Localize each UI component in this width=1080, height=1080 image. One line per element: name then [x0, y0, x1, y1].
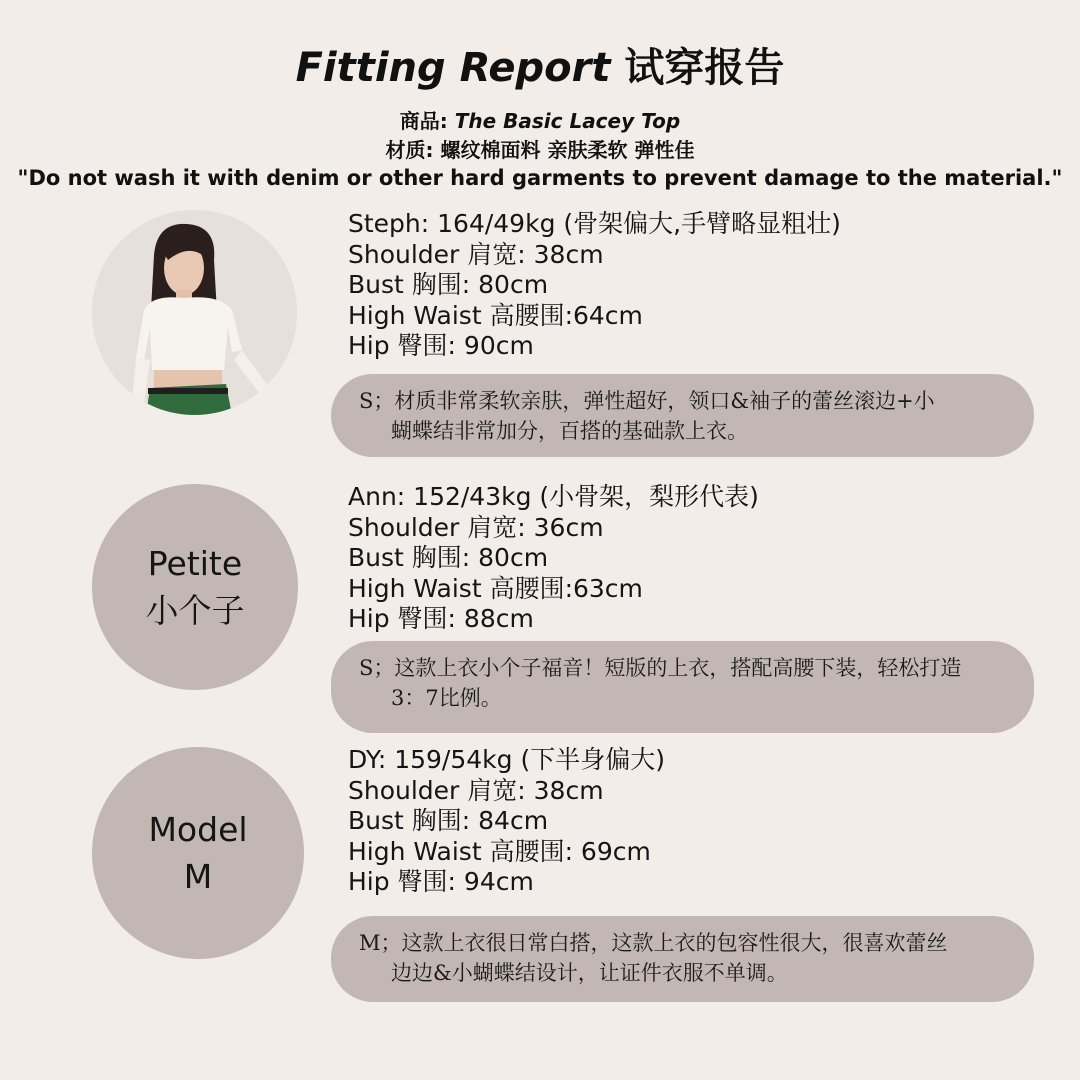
waist-line: High Waist 高腰围: 69cm: [348, 836, 651, 866]
model-photo: [92, 210, 297, 415]
title-chinese: 试穿报告: [624, 45, 785, 91]
product-label: 商品:: [399, 109, 448, 133]
size-badge-petite: [92, 484, 298, 690]
review-line: 3：7比例。: [391, 686, 502, 710]
review-line: S；这款上衣小个子福音！短版的上衣，搭配高腰下装，轻松打造: [359, 656, 962, 680]
hip-line: Hip 臀围: 88cm: [348, 604, 534, 633]
size-badge-line: 小个子: [145, 591, 245, 630]
model-name-line: DY: 159/54kg (下半身偏大): [348, 745, 665, 774]
shoulder-line: Shoulder 肩宽: 38cm: [348, 239, 604, 269]
size-badge-line: M: [183, 857, 213, 896]
title-english: Fitting Report: [295, 45, 611, 91]
size-badge-line: Model: [148, 810, 248, 849]
page-title: [0, 38, 1080, 98]
product-name: The Basic Lacey Top: [454, 109, 681, 133]
material-label: 材质:: [385, 138, 434, 162]
review-line: 边边&小蝴蝶结设计，让证件衣服不单调。: [391, 961, 788, 985]
model-stats-1: [348, 209, 841, 362]
model-stats-2: [348, 482, 759, 635]
review-bubble-3: [331, 916, 1034, 1002]
waist-line: High Waist 高腰围:63cm: [348, 573, 643, 603]
review-bubble-2: [331, 641, 1034, 733]
hip-line: Hip 臀围: 94cm: [348, 867, 534, 896]
review-line: M；这款上衣很日常白搭，这款上衣的包容性很大，很喜欢蕾丝: [359, 931, 948, 955]
bust-line: Bust 胸围: 80cm: [348, 270, 549, 299]
material-line: [0, 136, 1080, 164]
review-line: S；材质非常柔软亲肤，弹性超好，领口&袖子的蕾丝滚边+小: [359, 389, 935, 413]
model-name-line: Ann: 152/43kg (小骨架，梨形代表): [348, 482, 759, 511]
review-bubble-1: [331, 374, 1034, 457]
model-photo-illustration: [92, 210, 297, 415]
model-stats-3: [348, 745, 665, 898]
review-line: 蝴蝶结非常加分，百搭的基础款上衣。: [391, 419, 748, 443]
bust-line: Bust 胸围: 84cm: [348, 806, 549, 835]
shoulder-line: Shoulder 肩宽: 38cm: [348, 775, 604, 805]
size-badge-model-m: [92, 747, 304, 959]
bust-line: Bust 胸围: 80cm: [348, 543, 549, 572]
hip-line: Hip 臀围: 90cm: [348, 331, 534, 360]
care-note: "Do not wash it with denim or other hard garments to prevent damage to the material.": [17, 166, 1063, 190]
product-line: [0, 107, 1080, 135]
model-name-line: Steph: 164/49kg (骨架偏大,手臂略显粗壮): [348, 209, 841, 238]
material-value: 螺纹棉面料 亲肤柔软 弹性佳: [440, 138, 695, 162]
waist-line: High Waist 高腰围:64cm: [348, 300, 643, 330]
shoulder-line: Shoulder 肩宽: 36cm: [348, 512, 604, 542]
size-badge-line: Petite: [147, 544, 243, 583]
